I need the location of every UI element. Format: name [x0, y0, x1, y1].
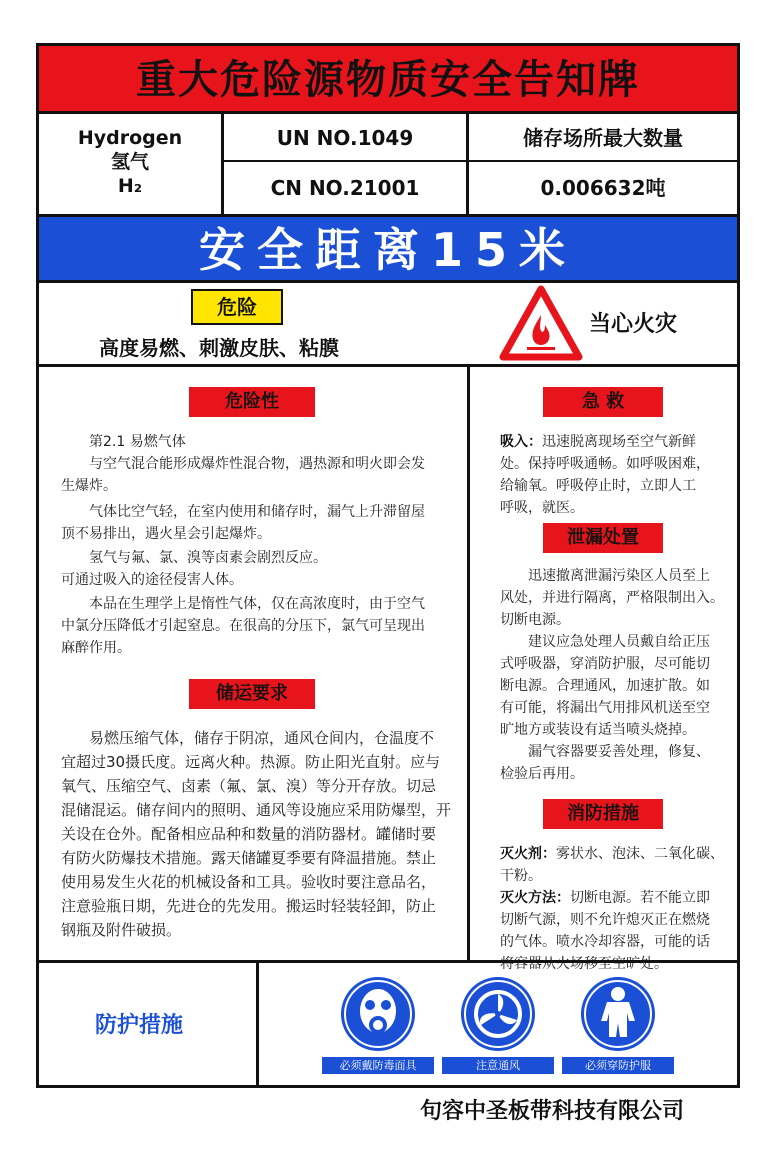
board-title: 重大危险源物质安全告知牌: [39, 46, 737, 114]
fire-method-text: 切断电源。若不能立即: [570, 890, 710, 906]
storage-line: 混储混运。储存间内的照明、通风等设施应采用防爆型，开: [61, 801, 452, 819]
leak-line: 建议应急处理人员戴自给正压: [528, 634, 710, 650]
chemical-english-name: Hydrogen: [77, 127, 183, 149]
fire-agent-text: 雾状水、泡沫、二氧化碳、: [556, 846, 724, 862]
fire-method-label: 灭火方法：: [500, 890, 570, 906]
first-aid-line: 呼吸，就医。: [500, 500, 584, 516]
leak-line: 切断电源。: [500, 612, 570, 628]
gas-mask-icon: [339, 975, 417, 1053]
hazard-line: 与空气混合能形成爆炸性混合物，遇热源和明火即会发: [89, 456, 425, 472]
right-column: [470, 367, 737, 972]
chemical-info-row: [39, 114, 737, 217]
un-number: UN NO.1049: [224, 114, 469, 162]
safety-notice-board: [36, 43, 740, 1088]
storage-line: 氧气、压缩空气、卤素（氟、氯、溴）等分开存放。切忌: [61, 777, 437, 795]
company-name: 句容中圣板带科技有限公司: [420, 1099, 685, 1124]
hazard-line: 可通过吸入的途径侵害人体。: [61, 572, 243, 588]
protection-row: [39, 960, 737, 1085]
hazard-line: 中氯分压降低才引起窒息。在很高的分压下，氯气可呈现出: [61, 618, 425, 634]
fire-method-line: 将容器从火场移至空旷处。: [500, 956, 668, 972]
protection-label: 防护措施: [39, 963, 259, 1088]
max-storage-value: 0.006632吨: [540, 176, 666, 200]
storage-line: 关设在仓外。配备相应品种和数量的消防器材。罐储时要: [61, 825, 437, 843]
ventilation-pictogram: [439, 975, 557, 1074]
hazard-line: 顶不易排出，遇火星会引起爆炸。: [61, 526, 271, 542]
leak-heading: 泄漏处置: [543, 523, 663, 553]
storage-heading: 储运要求: [189, 679, 315, 709]
leak-line: 检验后再用。: [500, 766, 584, 782]
safety-distance-banner: 安全距离15米: [39, 217, 737, 283]
fire-warning-text: 当心火灾: [589, 312, 678, 337]
fire-fighting-heading: 消防措施: [543, 799, 663, 829]
hazard-line: 本品在生理学上是惰性气体，仅在高浓度时，由于空气: [89, 596, 425, 612]
chemical-chinese-name: 氢气: [110, 151, 149, 173]
leak-line: 有可能，将漏出气用排风机送至空: [500, 700, 710, 716]
hazard-line: 麻醉作用。: [61, 640, 131, 656]
first-aid-line: [500, 431, 696, 453]
fire-warning-icon: [499, 285, 583, 361]
protection-pictograms: [259, 963, 737, 1088]
gas-mask-pictogram: [319, 975, 437, 1074]
leak-line: 漏气容器要妥善处理，修复、: [528, 744, 710, 760]
fire-agent-label: 灭火剂：: [500, 846, 556, 862]
hazard-row: [39, 283, 737, 367]
chemical-identity: [39, 114, 224, 214]
hazard-line: 气体比空气轻，在室内使用和储存时，漏气上升滞留屋: [89, 504, 425, 520]
leak-line: 迅速撤离泄漏污染区人员至上: [528, 568, 710, 584]
max-storage-label: 储存场所最大数量: [469, 114, 737, 162]
fire-method-line: 切断气源，则不允许熄灭正在燃烧: [500, 912, 710, 928]
leak-line: 旷地方或装设有适当喷头烧掉。: [500, 722, 696, 738]
first-aid-heading: 急 救: [543, 387, 663, 417]
fire-method-line: 的气体。喷水冷却容器，可能的话: [500, 934, 710, 950]
leak-line: 式呼吸器，穿消防护服，尽可能切: [500, 656, 710, 672]
danger-badge: 危险: [191, 289, 283, 325]
fire-method-line: [500, 887, 710, 909]
ventilation-icon: [459, 975, 537, 1053]
hazard-line: 氢气与氟、氯、溴等卤素会剧烈反应。: [89, 550, 327, 566]
storage-line: 钢瓶及附件破损。: [61, 921, 182, 939]
hazard-summary: 高度易燃、刺激皮肤、粘膜: [99, 336, 339, 360]
storage-line: 宜超过30摄氏度。远离火种。热源。防止阳光直射。应与: [61, 753, 441, 771]
first-aid-label: 吸入：: [500, 434, 542, 450]
first-aid-line: 给输氧。呼吸停止时，立即人工: [500, 478, 696, 494]
protective-suit-pictogram: [559, 975, 677, 1074]
storage-line: 注意验瓶日期，先进仓的先发用。搬运时轻装轻卸，防止: [61, 897, 437, 915]
hazard-line: 生爆炸。: [61, 478, 117, 494]
leak-line: 风处，并进行隔离，严格限制出入。: [500, 590, 724, 606]
hazard-heading: 危险性: [189, 387, 315, 417]
fire-agent-line: 干粉。: [500, 868, 542, 884]
protective-suit-icon: [579, 975, 657, 1053]
cn-number: CN NO.21001: [224, 162, 469, 214]
fire-agent-line: [500, 843, 724, 865]
leak-line: 断电源。合理通风，加速扩散。如: [500, 678, 710, 694]
hazard-line: 第2.1 易燃气体: [89, 434, 186, 450]
first-aid-line: 处。保持呼吸通畅。如呼吸困难，: [500, 456, 710, 472]
storage-line: 有防火防爆技术措施。露天储罐夏季要有降温措施。禁止: [61, 849, 437, 867]
gas-mask-label: 必须戴防毒面具: [322, 1057, 434, 1074]
storage-line: 使用易发生火花的机械设备和工具。验收时要注意品名，: [61, 873, 437, 891]
ventilation-label: 注意通风: [442, 1057, 554, 1074]
protective-suit-label: 必须穿防护服: [562, 1057, 674, 1074]
left-column: [39, 367, 470, 960]
first-aid-text: 迅速脱离现场至空气新鲜: [542, 434, 696, 450]
chemical-formula: H₂: [117, 175, 143, 197]
storage-line: 易燃压缩气体，储存于阴凉，通风仓间内，仓温度不: [89, 729, 435, 747]
